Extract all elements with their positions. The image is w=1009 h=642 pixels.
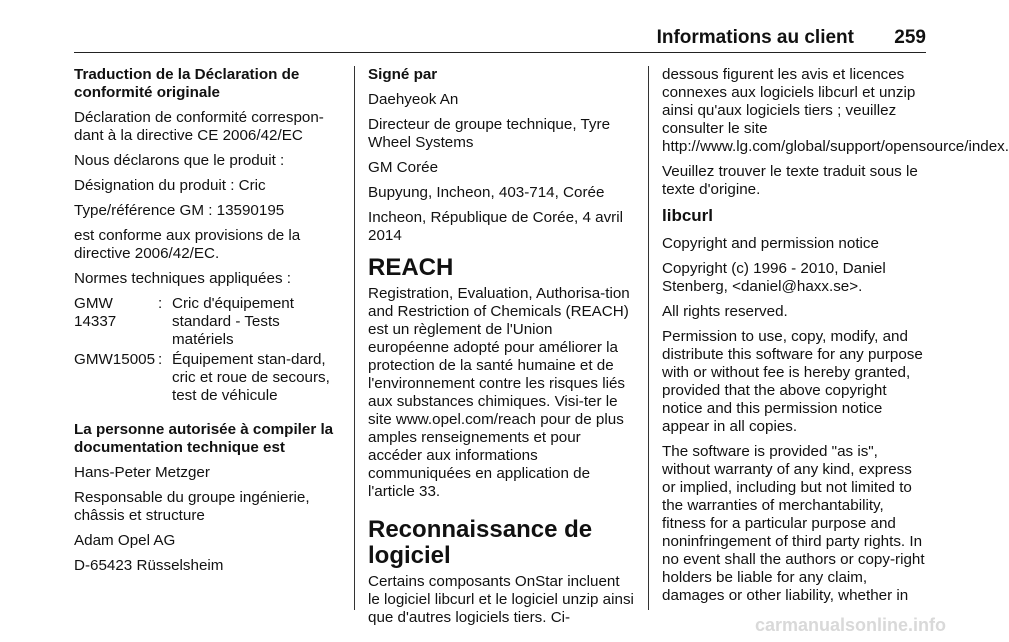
standard-code: GMW 14337	[74, 295, 117, 330]
paragraph: Copyright (c) 1996 - 2010, Daniel Stenberg, <daniel@haxx.se>.	[662, 260, 886, 295]
paragraph: Nous déclarons que le produit :	[74, 152, 285, 169]
paragraph: Directeur de groupe technique, Tyre Wheel Systems	[368, 116, 611, 151]
paragraph: Normes techniques appliquées :	[74, 270, 291, 287]
page-number: 259	[894, 27, 926, 48]
column-middle	[368, 66, 634, 634]
standard-separator: :	[158, 351, 163, 368]
column-right	[662, 66, 1009, 612]
standard-code: GMW15005	[74, 351, 156, 368]
paragraph: Déclaration de conformité correspon-dant à la directive CE 2006/42/EC	[74, 109, 324, 144]
paragraph: D-65423 Rüsselsheim	[74, 557, 224, 574]
software-heading: Reconnaissance de logiciel	[368, 516, 593, 569]
paragraph: Responsable du groupe ingénierie, châssis et structure	[74, 489, 310, 524]
paragraph: Incheon, République de Corée, 4 avril 2014	[368, 209, 623, 244]
standard-description: Équipement stan-dard, cric et roue de secours, test de véhicule	[172, 351, 330, 404]
paragraph: Adam Opel AG	[74, 532, 176, 549]
authorized-person-heading: La personne autorisée à compiler la documentation technique est	[74, 421, 334, 456]
paragraph: est conforme aux provisions de la directive 2006/42/EC.	[74, 227, 301, 262]
column-left	[74, 66, 344, 582]
header-title: Informations au client	[656, 27, 854, 48]
paragraph: Certains composants OnStar incluent le logiciel libcurl et le logiciel unzip ainsi que d'autres logiciels tiers. Ci-	[368, 573, 634, 626]
paragraph: Type/référence GM : 13590195	[74, 202, 285, 219]
paragraph: GM Corée	[368, 159, 439, 176]
watermark: carmanualsonline.info	[754, 615, 946, 635]
paragraph: Désignation du produit : Cric	[74, 177, 266, 194]
column-divider	[354, 66, 355, 610]
paragraph: Hans-Peter Metzger	[74, 464, 210, 481]
paragraph: Daehyeok An	[368, 91, 459, 108]
libcurl-heading: libcurl	[662, 206, 714, 225]
paragraph: Bupyung, Incheon, 403-714, Corée	[368, 184, 605, 201]
paragraph: dessous figurent les avis et licences connexes aux logiciels libcurl et unzip ainsi qu'aux logiciels tiers ; veuillez consulter le site http://www.lg.com/global/support/opensource/index.	[662, 66, 1009, 155]
paragraph: Copyright and permission notice	[662, 235, 879, 252]
standards-table	[74, 295, 344, 405]
page-header	[74, 22, 926, 53]
paragraph: Permission to use, copy, modify, and distribute this software for any purpose with or without fee is hereby granted, provided that the above copyright notice and this permission notice appear in all copies.	[662, 328, 923, 435]
reach-heading: REACH	[368, 254, 454, 281]
signed-heading: Signé par	[368, 66, 438, 83]
declaration-heading: Traduction de la Déclaration de conformité originale	[74, 66, 300, 101]
standard-description: Cric d'équipement standard - Tests matériels	[172, 295, 294, 348]
paragraph: Registration, Evaluation, Authorisa-tion and Restriction of Chemicals (REACH) est un règlement de l'Union européenne adopté pour améliorer la protection de la santé humaine et de l'environnement contre les risques liés aux substances chimiques. Visi-ter le site www.opel.com/reach pour de plus amples renseignements et pour accéder aux informations communiquées en application de l'article 33.	[368, 285, 630, 500]
paragraph: All rights reserved.	[662, 303, 788, 320]
column-divider	[648, 66, 649, 610]
paragraph: The software is provided "as is", without warranty of any kind, express or implied, including but not limited to the warranties of merchantability, fitness for a particular purpose and noninfringement of third party rights. In no event shall the authors or copy-right holders be liable for any claim, damages or other liability, whether in	[662, 443, 925, 604]
standard-separator: :	[158, 295, 163, 312]
paragraph: Veuillez trouver le texte traduit sous le texte d'origine.	[662, 163, 918, 198]
